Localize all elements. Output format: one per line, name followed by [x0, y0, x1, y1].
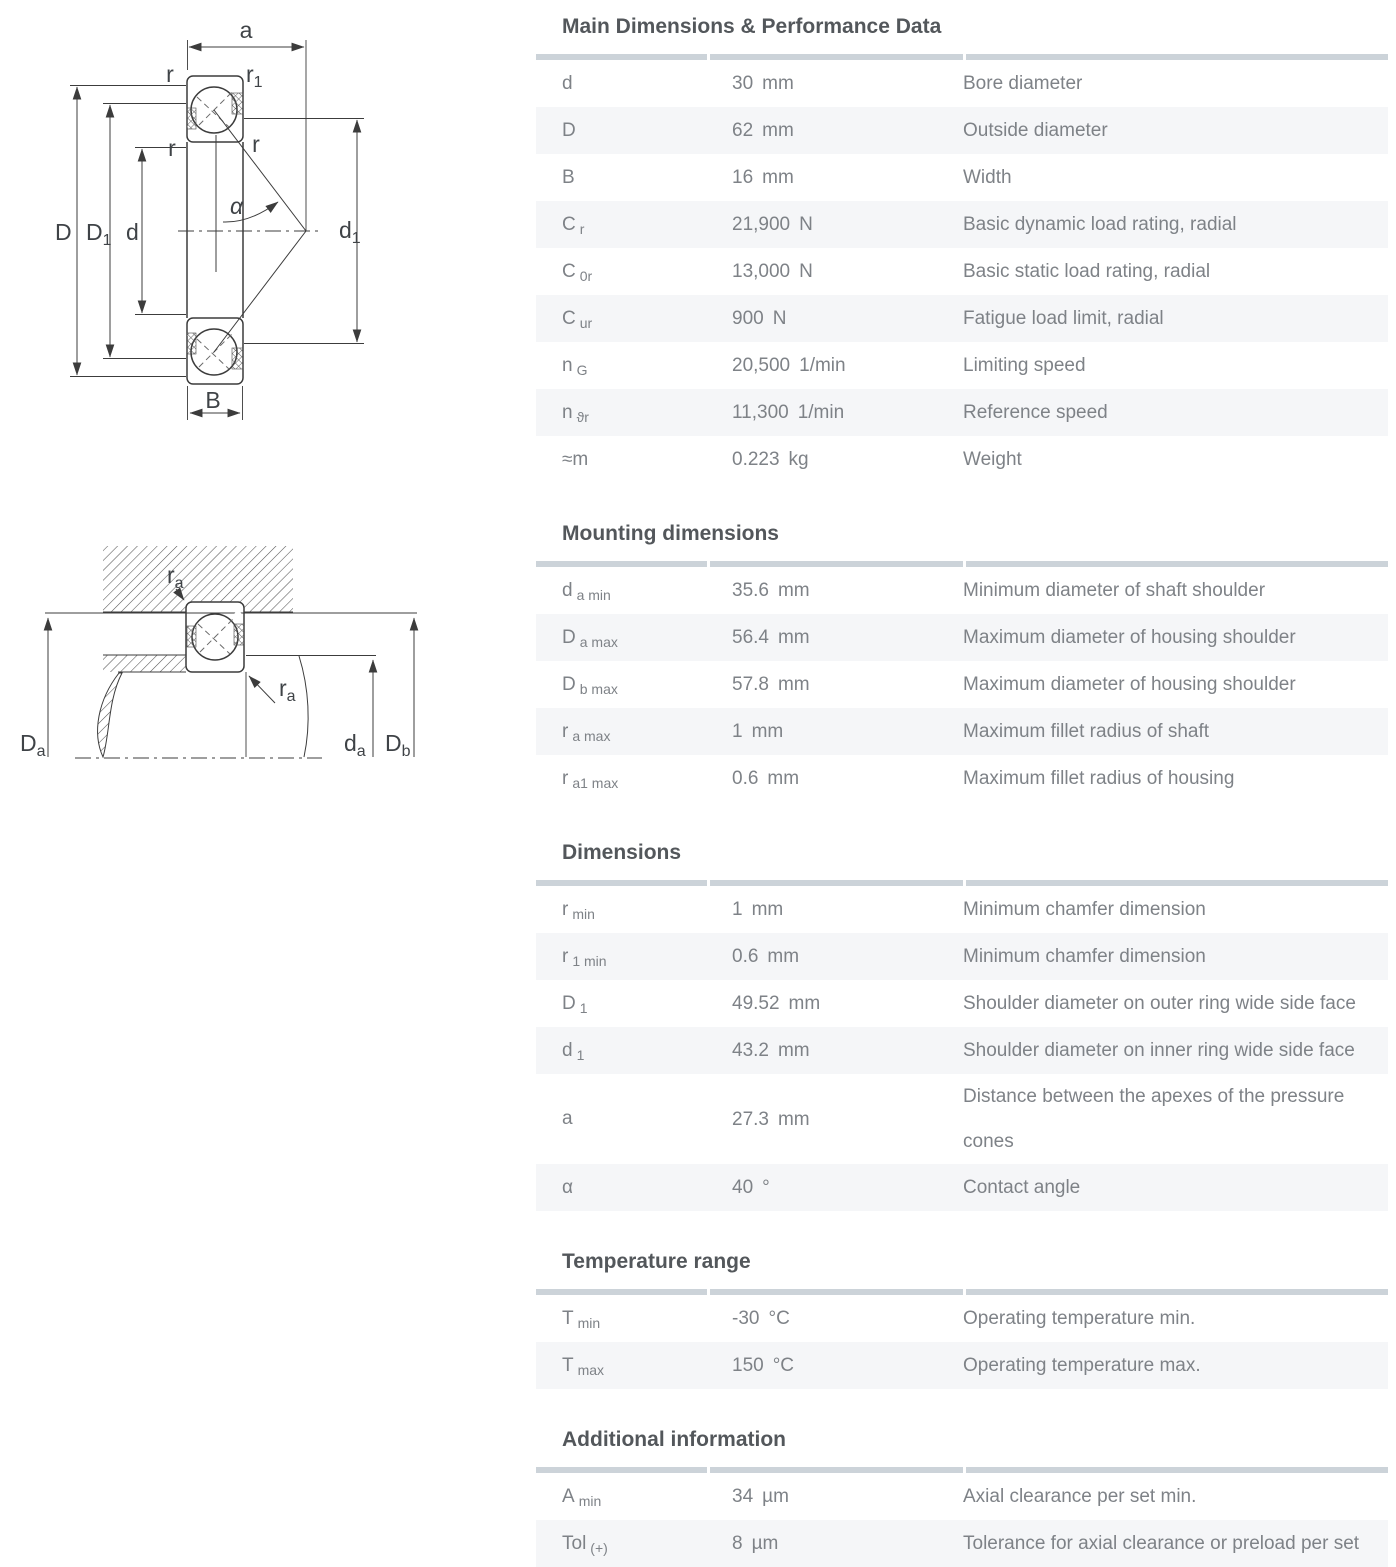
header-bar-segment [536, 1289, 707, 1295]
table-header-bar [536, 1467, 1388, 1473]
row-symbol: D [562, 673, 576, 695]
table-row [536, 1074, 1388, 1164]
row-value: 57.8 [732, 674, 769, 695]
table-row [536, 154, 1388, 201]
row-symbol: r [562, 720, 569, 742]
row-value-cell [707, 1343, 960, 1388]
row-value-cell [707, 568, 960, 613]
label-r-top: r [166, 61, 174, 87]
table-section [536, 802, 1388, 1211]
row-unit: µm [762, 1486, 789, 1507]
label-r-mid: r [168, 135, 176, 161]
row-symbol-cell [536, 249, 707, 295]
table-section [536, 1389, 1388, 1567]
row-unit: mm [762, 167, 794, 188]
row-description: Maximum fillet radius of shaft [963, 721, 1210, 742]
row-symbol-subscript: a max [572, 727, 611, 744]
table-row [536, 436, 1388, 483]
row-value: 8 [732, 1533, 743, 1554]
row-symbol-cell [536, 155, 707, 201]
row-symbol-cell [536, 709, 707, 755]
section-title: Additional information [562, 1428, 786, 1451]
row-value: 11,300 [732, 402, 789, 423]
row-description: Outside diameter [963, 120, 1108, 141]
row-description: Weight [963, 449, 1022, 470]
header-bar-segment [536, 561, 707, 567]
label-d1: $d_1$ [339, 217, 361, 247]
row-description: Tolerance for axial clearance or preload per set [963, 1533, 1360, 1554]
row-description: Shoulder diameter on inner ring wide side face [963, 1040, 1355, 1061]
row-unit: °C [768, 1308, 790, 1329]
table-row [536, 1342, 1388, 1389]
row-description: Maximum diameter of housing shoulder [963, 674, 1296, 695]
row-symbol: n [562, 354, 573, 376]
row-unit: N [799, 214, 813, 235]
table-row [536, 661, 1388, 708]
table-row [536, 1027, 1388, 1074]
row-symbol-subscript: 1 [579, 999, 588, 1016]
row-symbol-cell [536, 662, 707, 708]
table-row [536, 389, 1388, 436]
cage-section [232, 348, 243, 369]
row-symbol-cell [536, 1165, 707, 1211]
table-rows [536, 886, 1388, 1211]
row-value: 49.52 [732, 993, 780, 1014]
row-value: 40 [732, 1177, 754, 1198]
row-symbol: D [562, 119, 576, 141]
row-symbol: a [562, 1108, 573, 1129]
row-unit: ° [762, 1177, 770, 1198]
row-symbol: C [562, 213, 576, 235]
row-symbol-cell [536, 887, 707, 933]
table-row [536, 1473, 1388, 1520]
row-description: Width [963, 167, 1012, 188]
table-rows [536, 1295, 1388, 1389]
row-unit: mm [788, 993, 821, 1014]
row-unit: kg [788, 449, 809, 470]
row-value-cell [707, 108, 960, 153]
row-symbol-subscript: 1 [576, 1046, 585, 1063]
row-symbol: C [562, 307, 576, 329]
dimension-a [188, 17, 307, 231]
header-bar-segment [966, 880, 1388, 886]
table-row [536, 1520, 1388, 1567]
row-symbol-subscript: b max [579, 680, 618, 697]
row-symbol-cell [536, 202, 707, 248]
row-unit: mm [767, 946, 800, 967]
row-unit: mm [751, 721, 784, 742]
row-value-cell [707, 709, 960, 754]
dimension-Da [20, 618, 48, 760]
row-value: 0.6 [732, 946, 759, 967]
ball-top-centerlines [197, 91, 233, 127]
table-row [536, 60, 1388, 107]
header-bar-segment [966, 561, 1388, 567]
row-symbol-cell [536, 108, 707, 154]
row-value-cell [707, 1521, 960, 1566]
row-symbol-cell [536, 343, 707, 389]
technical-diagrams [0, 0, 536, 1554]
label-ra-top: $r_a$ [167, 562, 184, 592]
row-symbol: d [562, 1039, 573, 1061]
shaft-fillet-section [98, 673, 122, 757]
row-unit: mm [777, 674, 810, 695]
row-value-cell [707, 249, 960, 294]
mounting-diagram [20, 546, 417, 760]
row-symbol-subscript: 1 min [572, 952, 607, 969]
row-symbol-subscript: min [578, 1492, 602, 1509]
row-value-cell [707, 296, 960, 341]
row-value-cell [707, 756, 960, 801]
row-unit: mm [762, 73, 794, 94]
row-value: 56.4 [732, 627, 769, 648]
row-value-cell [707, 1296, 960, 1341]
row-symbol-cell [536, 1343, 707, 1389]
row-value-cell [707, 390, 960, 435]
row-unit: 1/min [799, 355, 846, 376]
row-symbol-cell [536, 1028, 707, 1074]
cage-section [232, 93, 243, 114]
row-value: 0.223 [732, 449, 780, 470]
row-symbol: D [562, 992, 576, 1014]
shaft-shoulder-section [103, 655, 186, 672]
row-unit: 1/min [797, 402, 845, 423]
row-symbol-cell [536, 390, 707, 436]
table-rows [536, 567, 1388, 802]
row-value: 30 [732, 73, 754, 94]
table-row [536, 107, 1388, 154]
row-symbol-subscript: ϑr [576, 408, 589, 425]
table-header-bar [536, 54, 1388, 60]
row-value: 43.2 [732, 1040, 769, 1061]
row-symbol: n [562, 401, 573, 423]
header-bar-segment [710, 1289, 963, 1295]
row-symbol: Tol [562, 1532, 587, 1554]
row-value-cell [707, 155, 960, 200]
cage-section [187, 108, 196, 129]
row-unit: mm [777, 1040, 810, 1061]
row-symbol-subscript: a1 max [572, 774, 619, 791]
row-value-cell [707, 1165, 960, 1210]
dimension-D [55, 86, 186, 377]
cage-section [234, 624, 244, 645]
row-value: 1 [732, 721, 743, 742]
row-symbol-cell [536, 1521, 707, 1567]
row-description: Fatigue load limit, radial [963, 308, 1164, 329]
row-description: Maximum fillet radius of housing [963, 768, 1235, 789]
table-row [536, 1164, 1388, 1211]
section-title: Dimensions [562, 841, 682, 864]
shaft-flank-curve [299, 656, 308, 757]
header-bar-segment [710, 1467, 963, 1473]
label-d: d [126, 219, 139, 245]
header-bar-segment [710, 54, 963, 60]
ball-centerlines [198, 618, 234, 654]
row-value-cell [707, 1474, 960, 1519]
table-row [536, 614, 1388, 661]
row-symbol: ≈m [562, 448, 589, 470]
row-description: Minimum chamfer dimension [963, 899, 1206, 920]
label-D1: $D_1$ [86, 219, 112, 249]
row-value: 35.6 [732, 580, 769, 601]
row-symbol-cell [536, 615, 707, 661]
row-value: 900 [732, 308, 764, 329]
row-value: 150 [732, 1355, 764, 1376]
row-symbol: r [562, 767, 569, 789]
dimension-da [344, 660, 373, 760]
table-row [536, 980, 1388, 1027]
row-symbol-subscript: 0r [579, 267, 593, 284]
row-symbol-subscript: ur [579, 314, 593, 331]
row-symbol-subscript: min [572, 905, 595, 922]
row-symbol-cell [536, 1474, 707, 1520]
row-symbol: D [562, 626, 576, 648]
table-header-bar [536, 561, 1388, 567]
row-value-cell [707, 202, 960, 247]
row-description: Bore diameter [963, 73, 1083, 94]
row-symbol: d [562, 579, 573, 601]
table-row [536, 248, 1388, 295]
header-bar-segment [966, 1289, 1388, 1295]
bearing-cross-section-diagram [55, 17, 364, 420]
row-symbol-cell [536, 934, 707, 980]
dimension-Db [385, 618, 414, 760]
row-description: Axial clearance per set min. [963, 1486, 1197, 1507]
header-bar-segment [966, 54, 1388, 60]
row-unit: µm [751, 1533, 779, 1554]
row-value-cell [707, 887, 960, 932]
row-value-cell [707, 1097, 960, 1142]
table-row [536, 295, 1388, 342]
dimension-B [188, 386, 243, 420]
header-bar-segment [536, 880, 707, 886]
label-ra-bottom: $r_a$ [279, 675, 296, 705]
row-symbol: r [562, 898, 569, 920]
row-symbol: T [562, 1307, 574, 1329]
row-value: 21,900 [732, 214, 791, 235]
row-symbol-subscript: G [576, 361, 588, 378]
row-description: Minimum chamfer dimension [963, 946, 1206, 967]
table-row [536, 1295, 1388, 1342]
row-value: 0.6 [732, 768, 759, 789]
row-symbol: r [562, 945, 569, 967]
row-unit: N [772, 308, 787, 329]
row-value-cell [707, 437, 960, 482]
row-value-cell [707, 61, 960, 106]
table-header-bar [536, 1289, 1388, 1295]
label-Db: $D_b$ [385, 730, 411, 760]
row-description: Basic dynamic load rating, radial [963, 214, 1237, 235]
row-symbol: d [562, 72, 573, 94]
label-Da: $D_a$ [20, 730, 46, 760]
row-value: 62 [732, 120, 754, 141]
row-unit: mm [777, 580, 810, 601]
table-row [536, 342, 1388, 389]
section-title: Main Dimensions & Performance Data [562, 15, 942, 38]
row-value: -30 [732, 1308, 760, 1329]
row-symbol: α [562, 1176, 573, 1198]
row-description: Maximum diameter of housing shoulder [963, 627, 1296, 648]
row-symbol-subscript: a min [576, 586, 611, 603]
row-description: Shoulder diameter on outer ring wide side face [963, 993, 1356, 1014]
row-value: 34 [732, 1486, 754, 1507]
table-row [536, 886, 1388, 933]
row-unit: °C [772, 1355, 795, 1376]
row-symbol-cell [536, 981, 707, 1027]
table-section [536, 1211, 1388, 1389]
label-a: a [239, 17, 253, 43]
table-row [536, 933, 1388, 980]
table-row [536, 567, 1388, 614]
label-r-right: r [252, 131, 260, 157]
bearing-silhouette-lines [187, 142, 243, 318]
header-bar-segment [536, 1467, 707, 1473]
row-value: 20,500 [732, 355, 791, 376]
row-symbol-subscript: min [577, 1314, 601, 1331]
row-value-cell [707, 662, 960, 707]
row-unit: N [799, 261, 813, 282]
label-r1: $r_1$ [246, 61, 263, 91]
row-symbol-cell [536, 296, 707, 342]
table-row [536, 201, 1388, 248]
row-description: Reference speed [963, 402, 1108, 423]
row-value: 1 [732, 899, 743, 920]
row-unit: mm [767, 768, 800, 789]
table-section [536, 0, 1388, 483]
row-symbol-cell [536, 437, 707, 483]
row-description: Operating temperature max. [963, 1355, 1201, 1376]
row-value: 27.3 [732, 1108, 769, 1130]
header-bar-segment [536, 54, 707, 60]
row-symbol-cell [536, 61, 707, 107]
section-title: Temperature range [562, 1250, 751, 1273]
row-symbol-cell [536, 1096, 707, 1142]
row-description: Contact angle [963, 1177, 1081, 1198]
table-row [536, 708, 1388, 755]
diagram-pane [0, 0, 536, 1554]
row-symbol-cell [536, 756, 707, 802]
row-unit: mm [751, 899, 784, 920]
row-symbol: C [562, 260, 576, 282]
row-value: 13,000 [732, 261, 791, 282]
row-symbol-subscript: a max [579, 633, 618, 650]
header-bar-segment [710, 880, 963, 886]
row-symbol-subscript: r [579, 220, 585, 237]
table-header-bar [536, 880, 1388, 886]
row-description: Distance between the apexes of the pressure cones [963, 1086, 1345, 1152]
row-unit: mm [777, 627, 810, 648]
row-symbol-subscript: max [577, 1361, 605, 1378]
row-value-cell [707, 343, 960, 388]
data-tables [536, 0, 1388, 1567]
row-description: Operating temperature min. [963, 1308, 1196, 1329]
label-D: D [55, 219, 72, 245]
label-da: $d_a$ [344, 730, 366, 760]
row-symbol-cell [536, 568, 707, 614]
header-bar-segment [966, 1467, 1388, 1473]
dimension-d [126, 148, 186, 315]
row-symbol-subscript: (+) [590, 1539, 608, 1556]
label-alpha: α [230, 193, 244, 219]
row-value: 16 [732, 167, 754, 188]
header-bar-segment [710, 561, 963, 567]
cage-section [187, 626, 196, 647]
row-symbol: T [562, 1354, 574, 1376]
table-section [536, 483, 1388, 802]
row-description: Limiting speed [963, 355, 1086, 376]
row-symbol: B [562, 166, 575, 188]
table-rows [536, 60, 1388, 483]
table-row [536, 755, 1388, 802]
cage-section [187, 333, 196, 354]
row-value-cell [707, 615, 960, 660]
row-unit: mm [777, 1108, 810, 1130]
label-B: B [205, 387, 221, 413]
row-value-cell [707, 934, 960, 979]
row-value-cell [707, 981, 960, 1026]
callout-ra-bottom [249, 675, 296, 705]
section-title: Mounting dimensions [562, 522, 779, 545]
row-unit: mm [762, 120, 794, 141]
row-value-cell [707, 1028, 960, 1073]
row-description: Basic static load rating, radial [963, 261, 1211, 282]
table-rows [536, 1473, 1388, 1567]
row-description: Minimum diameter of shaft shoulder [963, 580, 1266, 601]
row-symbol-cell [536, 1296, 707, 1342]
row-symbol: A [562, 1485, 575, 1507]
